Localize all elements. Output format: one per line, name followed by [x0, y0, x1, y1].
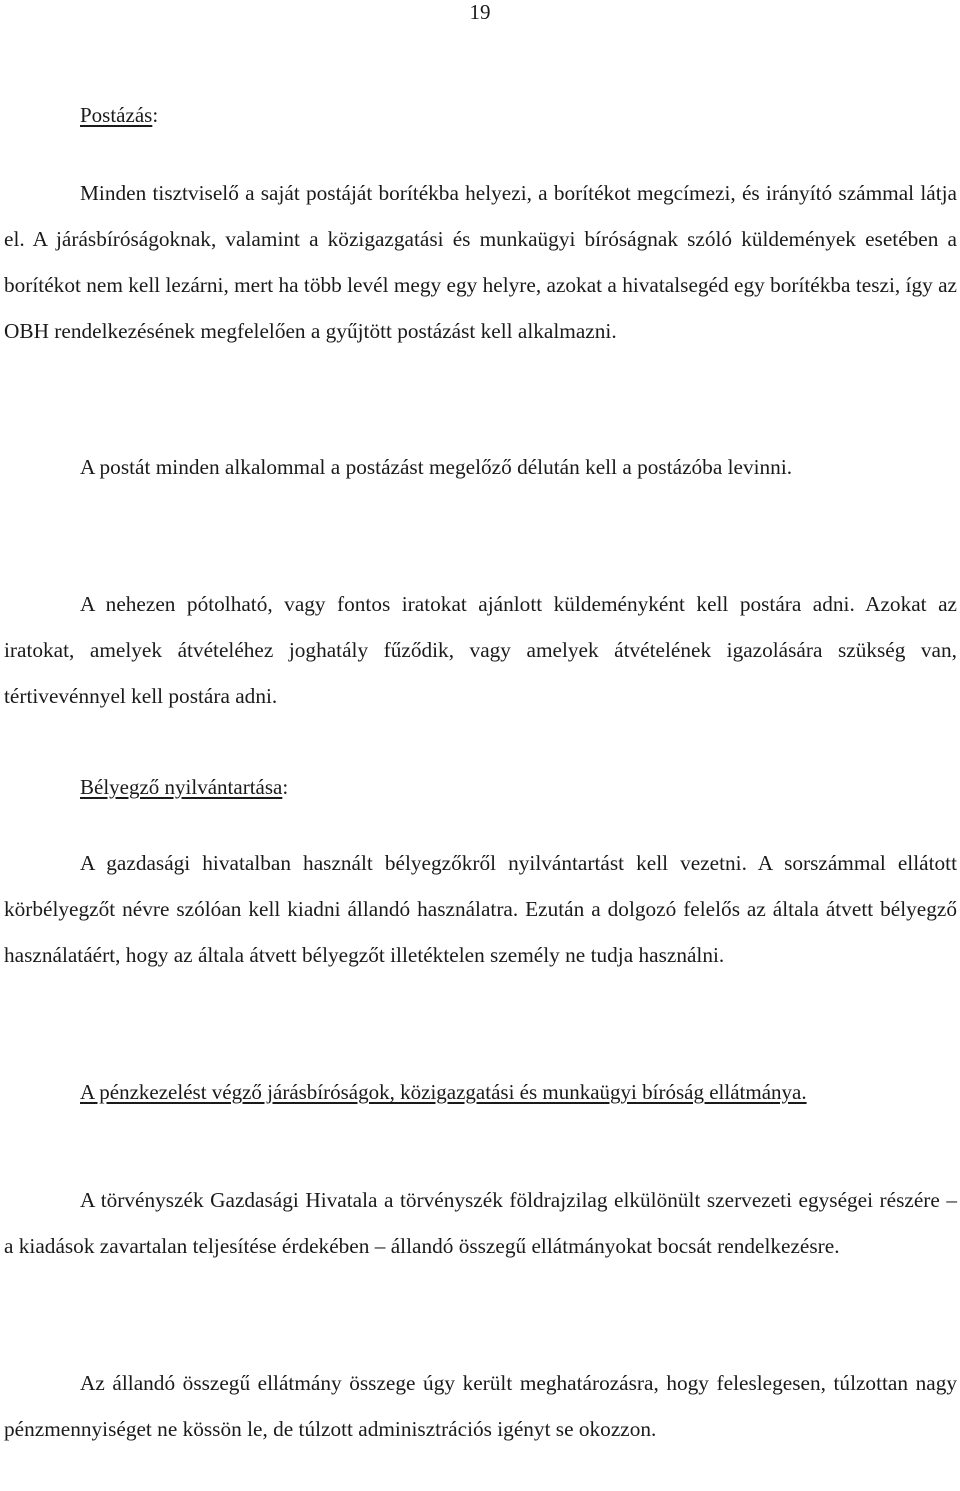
paragraph-postazas-2: A postát minden alkalommal a postázást megelőző délután kell a postázóba levinni. [80, 455, 793, 479]
section-heading-belyegzo-suffix: : [282, 775, 289, 799]
section-heading-belyegzo-text: Bélyegző nyilvántartása [80, 775, 283, 799]
paragraph-belyegzo-1: A gazdasági hivatalban használt bélyegzőkről nyilvántartást kell vezetni. A sorszámmal ellátott körbélyegzőt névre szólóan kell kiadni állandó használatra. Ezután a dolgozó felelős az általa átvett bélyegző használatáért, hogy az általa átvett bélyegzőt illetéktelen személy ne tudja használni. [4, 851, 957, 967]
section-heading-belyegzo [80, 775, 288, 799]
section-heading-postazas-suffix: : [152, 103, 159, 127]
section-heading-penzkezeles [4, 1077, 956, 1107]
section-heading-penzkezeles-text: A pénzkezelést végző járásbíróságok, közigazgatási és munkaügyi bíróság ellátmánya. [80, 1080, 807, 1104]
paragraph-penzkezeles-2: Az állandó összegű ellátmány összege úgy került meghatározásra, hogy feleslegesen, túlzottan nagy pénzmennyiséget ne kössön le, de túlzott adminisztrációs igényt se okozzon. [4, 1371, 957, 1441]
paragraph-postazas-1: Minden tisztviselő a saját postáját borítékba helyezi, a borítékot megcímezi, és irányító számmal látja el. A járásbíróságoknak, valamint a közigazgatási és munkaügyi bíróságnak szóló küldemények esetében a borítékot nem kell lezárni, mert ha több levél megy egy helyre, azokat a hivatalsegéd egy borítékba teszi, így az OBH rendelkezésének megfelelően a gyűjtött postázást kell alkalmazni. [4, 181, 957, 343]
section-heading-postazas [80, 103, 158, 127]
paragraph-penzkezeles-1: A törvényszék Gazdasági Hivatala a törvényszék földrajzilag elkülönült szervezeti egységei részére – a kiadások zavartalan teljesítése érdekében – állandó összegű ellátmányokat bocsát rendelkezésre. [4, 1188, 957, 1258]
paragraph-postazas-3: A nehezen pótolható, vagy fontos iratokat ajánlott küldeményként kell postára adni. Azokat az iratokat, amelyek átvételéhez joghatály fűződik, vagy amelyek átvételének igazolására szükség van, tértivevénnyel kell postára adni. [4, 592, 957, 708]
page-number: 19 [469, 0, 491, 24]
section-heading-postazas-text: Postázás [80, 103, 153, 127]
